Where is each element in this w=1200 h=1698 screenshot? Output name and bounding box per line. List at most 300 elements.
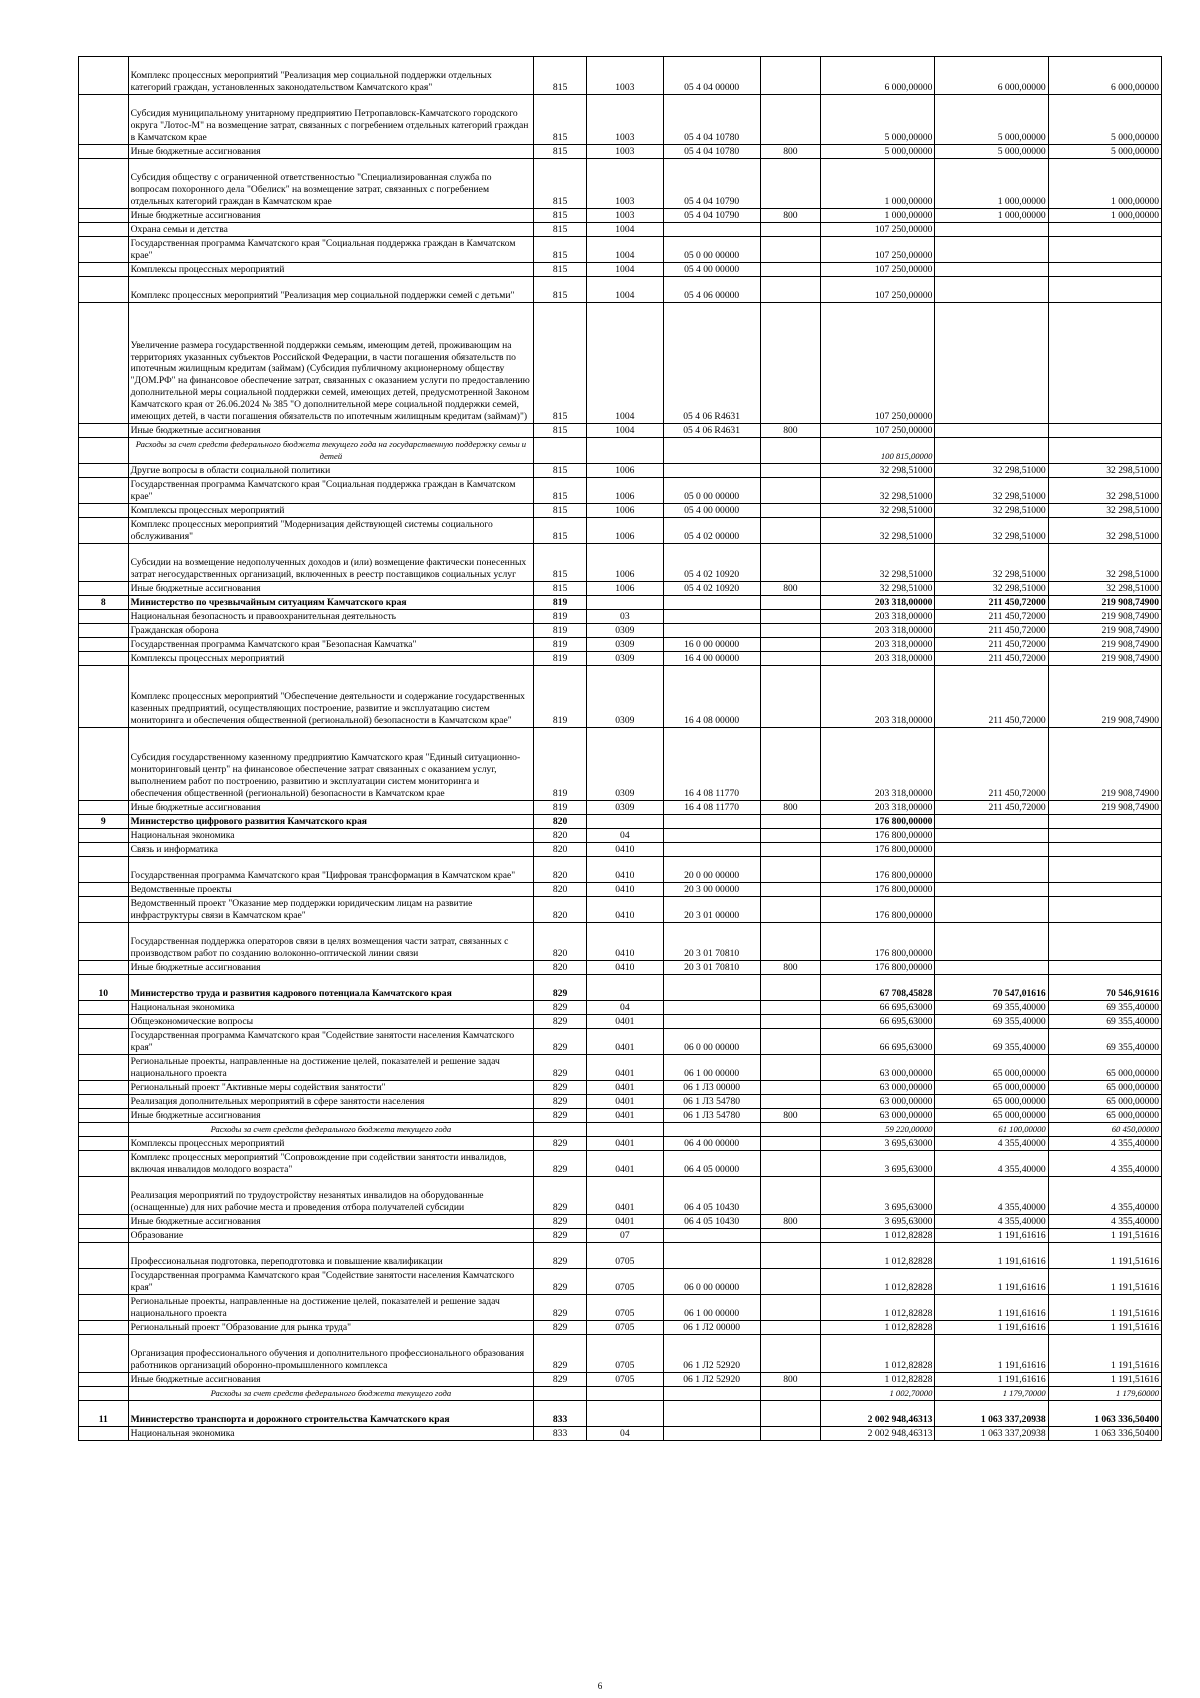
expense-type-code <box>760 1123 820 1137</box>
amount-year-1: 203 318,00000 <box>821 652 935 666</box>
amount-year-3: 4 355,40000 <box>1048 1177 1161 1215</box>
amount-year-2: 1 191,61616 <box>935 1269 1048 1295</box>
row-number <box>79 237 129 263</box>
target-article-code: 05 4 06 R4631 <box>663 303 760 424</box>
expense-type-code: 800 <box>760 1373 820 1387</box>
row-number <box>79 801 129 815</box>
table-row <box>79 209 1162 223</box>
amount-year-3: 1 191,51616 <box>1048 1321 1161 1335</box>
section-code: 1006 <box>587 504 664 518</box>
ministry-code: 833 <box>534 1427 587 1441</box>
item-name: Организация профессионального обучения и дополнительного профессионального образования работников организаций оборонно-промышленного комплекса <box>128 1335 534 1373</box>
section-code: 0309 <box>587 666 664 728</box>
amount-year-3: 65 000,00000 <box>1048 1081 1161 1095</box>
table-row <box>79 1295 1162 1321</box>
section-code: 0705 <box>587 1335 664 1373</box>
ministry-code <box>534 438 587 464</box>
amount-year-3: 69 355,40000 <box>1048 1015 1161 1029</box>
amount-year-3: 1 000,00000 <box>1048 159 1161 209</box>
row-number <box>79 1215 129 1229</box>
section-code: 0309 <box>587 638 664 652</box>
amount-year-1: 1 002,70000 <box>821 1387 935 1401</box>
target-article-code: 06 0 00 00000 <box>663 1029 760 1055</box>
section-code: 1006 <box>587 544 664 582</box>
table-row <box>79 1177 1162 1215</box>
target-article-code <box>663 1123 760 1137</box>
amount-year-1: 107 250,00000 <box>821 277 935 303</box>
section-code: 0309 <box>587 801 664 815</box>
table-row <box>79 815 1162 829</box>
section-code: 0309 <box>587 728 664 801</box>
amount-year-1: 176 800,00000 <box>821 923 935 961</box>
amount-year-3 <box>1048 961 1161 975</box>
amount-year-3: 219 908,74900 <box>1048 610 1161 624</box>
ministry-code: 829 <box>534 1151 587 1177</box>
ministry-code: 819 <box>534 610 587 624</box>
row-number <box>79 1001 129 1015</box>
table-row <box>79 518 1162 544</box>
expense-type-code <box>760 666 820 728</box>
target-article-code: 06 1 Л3 54780 <box>663 1095 760 1109</box>
amount-year-3 <box>1048 815 1161 829</box>
table-row <box>79 666 1162 728</box>
table-row <box>79 478 1162 504</box>
item-name: Иные бюджетные ассигнования <box>128 424 534 438</box>
item-name: Региональные проекты, направленные на достижение целей, показателей и решение задач национального проекта <box>128 1055 534 1081</box>
amount-year-1: 32 298,51000 <box>821 582 935 596</box>
row-number <box>79 1123 129 1137</box>
row-number <box>79 610 129 624</box>
ministry-code: 820 <box>534 843 587 857</box>
item-name: Государственная программа Камчатского края "Социальная поддержка граждан в Камчатском крае" <box>128 237 534 263</box>
amount-year-2: 5 000,00000 <box>935 145 1048 159</box>
ministry-code: 820 <box>534 829 587 843</box>
expense-type-code <box>760 728 820 801</box>
amount-year-2: 211 450,72000 <box>935 652 1048 666</box>
item-name: Ведомственные проекты <box>128 883 534 897</box>
amount-year-2: 4 355,40000 <box>935 1151 1048 1177</box>
amount-year-3 <box>1048 263 1161 277</box>
table-row <box>79 544 1162 582</box>
budget-table <box>78 56 1162 1441</box>
section-code: 0705 <box>587 1269 664 1295</box>
amount-year-1: 1 012,82828 <box>821 1243 935 1269</box>
target-article-code: 06 1 Л3 00000 <box>663 1081 760 1095</box>
amount-year-2: 1 191,61616 <box>935 1335 1048 1373</box>
expense-type-code <box>760 544 820 582</box>
target-article-code <box>663 1015 760 1029</box>
ministry-code: 820 <box>534 923 587 961</box>
item-name: Увеличение размера государственной поддержки семьям, имеющим детей, проживающим на территориях указанных субъектов Российской Федерации, в части погашения обязательств по ипотечным жилищным кредитам (займам) (Субсидия публичному акционерному обществу "ДОМ.РФ" на финансовое обеспечение затрат, связанных с оказанием услуги по предоставлению дополнительной меры социальной поддержки семей, имеющих детей, предусмотренной Законом Камчатского края от 26.06.2024 № 385 "О дополнительной мере социальной поддержки семей, имеющих детей, в части погашения обязательств по ипотечным жилищным кредитам (займам)") <box>128 303 534 424</box>
expense-type-code <box>760 1427 820 1441</box>
table-row <box>79 1029 1162 1055</box>
table-row <box>79 263 1162 277</box>
row-number <box>79 95 129 145</box>
amount-year-1: 107 250,00000 <box>821 237 935 263</box>
amount-year-3: 1 063 336,50400 <box>1048 1401 1161 1427</box>
ministry-code: 829 <box>534 1321 587 1335</box>
amount-year-1: 1 012,82828 <box>821 1295 935 1321</box>
amount-year-2: 1 191,61616 <box>935 1243 1048 1269</box>
row-number <box>79 1109 129 1123</box>
amount-year-3: 1 191,51616 <box>1048 1229 1161 1243</box>
ministry-code: 829 <box>534 1001 587 1015</box>
row-number <box>79 728 129 801</box>
amount-year-2: 69 355,40000 <box>935 1029 1048 1055</box>
row-number <box>79 1055 129 1081</box>
target-article-code: 20 3 00 00000 <box>663 883 760 897</box>
section-code: 0705 <box>587 1243 664 1269</box>
table-row <box>79 923 1162 961</box>
amount-year-2: 70 547,01616 <box>935 975 1048 1001</box>
item-name: Расходы за счет средств федерального бюджета текущего года <box>128 1387 534 1401</box>
ministry-code: 829 <box>534 1095 587 1109</box>
row-number: 9 <box>79 815 129 829</box>
section-code: 0401 <box>587 1177 664 1215</box>
item-name: Государственная программа Камчатского края "Содействие занятости населения Камчатского края" <box>128 1029 534 1055</box>
section-code: 0705 <box>587 1321 664 1335</box>
table-row <box>79 438 1162 464</box>
row-number <box>79 624 129 638</box>
row-number <box>79 159 129 209</box>
amount-year-2 <box>935 883 1048 897</box>
row-number <box>79 464 129 478</box>
table-row <box>79 95 1162 145</box>
expense-type-code <box>760 263 820 277</box>
ministry-code: 829 <box>534 1215 587 1229</box>
amount-year-3: 219 908,74900 <box>1048 801 1161 815</box>
section-code: 1006 <box>587 478 664 504</box>
expense-type-code <box>760 1177 820 1215</box>
item-name: Комплексы процессных мероприятий <box>128 1137 534 1151</box>
amount-year-1: 203 318,00000 <box>821 728 935 801</box>
amount-year-1: 1 000,00000 <box>821 209 935 223</box>
table-row <box>79 1109 1162 1123</box>
expense-type-code <box>760 1335 820 1373</box>
expense-type-code <box>760 1387 820 1401</box>
amount-year-3: 6 000,00000 <box>1048 57 1161 95</box>
ministry-code: 829 <box>534 1029 587 1055</box>
amount-year-1: 32 298,51000 <box>821 478 935 504</box>
expense-type-code <box>760 897 820 923</box>
amount-year-3: 1 191,51616 <box>1048 1373 1161 1387</box>
amount-year-1: 63 000,00000 <box>821 1081 935 1095</box>
expense-type-code: 800 <box>760 209 820 223</box>
row-number <box>79 57 129 95</box>
amount-year-2: 65 000,00000 <box>935 1055 1048 1081</box>
amount-year-1: 1 000,00000 <box>821 159 935 209</box>
item-name: Расходы за счет средств федерального бюджета текущего года на государственную поддержку семьи и детей <box>128 438 534 464</box>
ministry-code: 820 <box>534 857 587 883</box>
target-article-code: 16 4 00 00000 <box>663 652 760 666</box>
ministry-code: 815 <box>534 277 587 303</box>
row-number <box>79 1095 129 1109</box>
amount-year-3: 4 355,40000 <box>1048 1137 1161 1151</box>
section-code: 1006 <box>587 518 664 544</box>
item-name: Комплекс процессных мероприятий "Сопровождение при содействии занятости инвалидов, включая инвалидов молодого возраста" <box>128 1151 534 1177</box>
amount-year-3: 1 191,51616 <box>1048 1295 1161 1321</box>
expense-type-code <box>760 223 820 237</box>
amount-year-1: 203 318,00000 <box>821 638 935 652</box>
row-number: 8 <box>79 596 129 610</box>
expense-type-code <box>760 1295 820 1321</box>
target-article-code <box>663 596 760 610</box>
amount-year-3: 65 000,00000 <box>1048 1109 1161 1123</box>
target-article-code: 05 4 04 10790 <box>663 209 760 223</box>
row-number <box>79 303 129 424</box>
amount-year-1: 32 298,51000 <box>821 464 935 478</box>
target-article-code <box>663 223 760 237</box>
amount-year-3: 219 908,74900 <box>1048 596 1161 610</box>
row-number <box>79 504 129 518</box>
amount-year-1: 107 250,00000 <box>821 223 935 237</box>
expense-type-code <box>760 478 820 504</box>
item-name: Субсидия муниципальному унитарному предприятию Петропавловск-Камчатского городского округа "Лотос-М" на возмещение затрат, связанных с погребением отдельных категорий граждан в Камчатском крае <box>128 95 534 145</box>
row-number: 10 <box>79 975 129 1001</box>
table-row <box>79 1401 1162 1427</box>
target-article-code: 16 4 08 11770 <box>663 728 760 801</box>
amount-year-2: 5 000,00000 <box>935 95 1048 145</box>
amount-year-3: 4 355,40000 <box>1048 1151 1161 1177</box>
row-number <box>79 1137 129 1151</box>
amount-year-1: 66 695,63000 <box>821 1029 935 1055</box>
amount-year-3 <box>1048 923 1161 961</box>
item-name: Комплекс процессных мероприятий "Реализация мер социальной поддержки семей с детьми" <box>128 277 534 303</box>
amount-year-1: 3 695,63000 <box>821 1137 935 1151</box>
expense-type-code <box>760 518 820 544</box>
amount-year-3 <box>1048 277 1161 303</box>
amount-year-1: 2 002 948,46313 <box>821 1401 935 1427</box>
table-row <box>79 1081 1162 1095</box>
ministry-code: 820 <box>534 883 587 897</box>
ministry-code: 815 <box>534 464 587 478</box>
amount-year-3: 219 908,74900 <box>1048 728 1161 801</box>
row-number <box>79 897 129 923</box>
item-name: Национальная экономика <box>128 829 534 843</box>
amount-year-1: 3 695,63000 <box>821 1151 935 1177</box>
ministry-code: 819 <box>534 624 587 638</box>
item-name: Связь и информатика <box>128 843 534 857</box>
section-code: 0410 <box>587 843 664 857</box>
ministry-code: 829 <box>534 1177 587 1215</box>
expense-type-code <box>760 438 820 464</box>
amount-year-2: 1 000,00000 <box>935 159 1048 209</box>
ministry-code <box>534 1387 587 1401</box>
target-article-code: 05 0 00 00000 <box>663 478 760 504</box>
section-code <box>587 1123 664 1137</box>
amount-year-3: 69 355,40000 <box>1048 1029 1161 1055</box>
amount-year-2: 1 191,61616 <box>935 1321 1048 1335</box>
item-name: Государственная поддержка операторов связи в целях возмещения части затрат, связанных с производством работ по созданию волоконно-оптической линии связи <box>128 923 534 961</box>
expense-type-code: 800 <box>760 145 820 159</box>
section-code <box>587 1387 664 1401</box>
ministry-code: 819 <box>534 728 587 801</box>
amount-year-2 <box>935 843 1048 857</box>
table-row <box>79 596 1162 610</box>
table-row <box>79 303 1162 424</box>
amount-year-1: 176 800,00000 <box>821 961 935 975</box>
ministry-code: 815 <box>534 424 587 438</box>
amount-year-3 <box>1048 829 1161 843</box>
table-row <box>79 843 1162 857</box>
amount-year-3 <box>1048 883 1161 897</box>
row-number <box>79 652 129 666</box>
target-article-code: 05 4 06 R4631 <box>663 424 760 438</box>
amount-year-1: 63 000,00000 <box>821 1095 935 1109</box>
ministry-code: 815 <box>534 95 587 145</box>
item-name: Национальная экономика <box>128 1001 534 1015</box>
item-name: Субсидии на возмещение недополученных доходов и (или) возмещение фактически понесенных затрат негосударственных организаций, включенных в реестр поставщиков социальных услуг <box>128 544 534 582</box>
target-article-code: 05 4 04 10780 <box>663 95 760 145</box>
amount-year-2 <box>935 897 1048 923</box>
item-name: Другие вопросы в области социальной политики <box>128 464 534 478</box>
table-row <box>79 883 1162 897</box>
section-code: 1003 <box>587 159 664 209</box>
expense-type-code <box>760 624 820 638</box>
item-name: Комплексы процессных мероприятий <box>128 504 534 518</box>
amount-year-2: 32 298,51000 <box>935 504 1048 518</box>
section-code: 0705 <box>587 1373 664 1387</box>
amount-year-2: 1 063 337,20938 <box>935 1427 1048 1441</box>
expense-type-code <box>760 1015 820 1029</box>
table-row <box>79 897 1162 923</box>
amount-year-1: 100 815,00000 <box>821 438 935 464</box>
amount-year-1: 176 800,00000 <box>821 815 935 829</box>
table-row <box>79 638 1162 652</box>
table-row <box>79 424 1162 438</box>
item-name: Государственная программа Камчатского края "Социальная поддержка граждан в Камчатском крае" <box>128 478 534 504</box>
ministry-code: 819 <box>534 801 587 815</box>
amount-year-3: 32 298,51000 <box>1048 504 1161 518</box>
amount-year-2 <box>935 829 1048 843</box>
row-number <box>79 1321 129 1335</box>
expense-type-code <box>760 883 820 897</box>
row-number <box>79 1029 129 1055</box>
amount-year-2 <box>935 857 1048 883</box>
amount-year-1: 3 695,63000 <box>821 1177 935 1215</box>
amount-year-1: 1 012,82828 <box>821 1335 935 1373</box>
amount-year-2: 211 450,72000 <box>935 801 1048 815</box>
amount-year-2 <box>935 237 1048 263</box>
target-article-code <box>663 975 760 1001</box>
item-name: Министерство транспорта и дорожного строительства Камчатского края <box>128 1401 534 1427</box>
target-article-code: 05 4 06 00000 <box>663 277 760 303</box>
table-body <box>79 57 1162 1441</box>
ministry-code: 829 <box>534 1081 587 1095</box>
amount-year-2 <box>935 424 1048 438</box>
amount-year-1: 6 000,00000 <box>821 57 935 95</box>
ministry-code: 815 <box>534 518 587 544</box>
expense-type-code <box>760 1321 820 1335</box>
row-number <box>79 1151 129 1177</box>
section-code: 0401 <box>587 1137 664 1151</box>
target-article-code: 05 4 02 00000 <box>663 518 760 544</box>
target-article-code: 20 0 00 00000 <box>663 857 760 883</box>
section-code: 1004 <box>587 424 664 438</box>
amount-year-3: 219 908,74900 <box>1048 638 1161 652</box>
target-article-code <box>663 829 760 843</box>
item-name: Министерство по чрезвычайным ситуациям Камчатского края <box>128 596 534 610</box>
row-number <box>79 263 129 277</box>
row-number <box>79 857 129 883</box>
section-code: 1004 <box>587 277 664 303</box>
expense-type-code <box>760 829 820 843</box>
row-number <box>79 145 129 159</box>
target-article-code: 16 4 08 00000 <box>663 666 760 728</box>
row-number <box>79 518 129 544</box>
section-code: 0401 <box>587 1151 664 1177</box>
ministry-code: 820 <box>534 961 587 975</box>
amount-year-2 <box>935 223 1048 237</box>
amount-year-1: 32 298,51000 <box>821 504 935 518</box>
target-article-code <box>663 1001 760 1015</box>
amount-year-2 <box>935 263 1048 277</box>
target-article-code: 06 1 Л2 00000 <box>663 1321 760 1335</box>
row-number <box>79 438 129 464</box>
section-code: 1004 <box>587 263 664 277</box>
expense-type-code: 800 <box>760 801 820 815</box>
ministry-code: 820 <box>534 815 587 829</box>
expense-type-code <box>760 1137 820 1151</box>
amount-year-2: 1 179,70000 <box>935 1387 1048 1401</box>
target-article-code <box>663 438 760 464</box>
section-code: 1004 <box>587 237 664 263</box>
item-name: Профессиональная подготовка, переподготовка и повышение квалификации <box>128 1243 534 1269</box>
item-name: Иные бюджетные ассигнования <box>128 801 534 815</box>
target-article-code: 06 1 Л2 52920 <box>663 1373 760 1387</box>
table-row <box>79 1427 1162 1441</box>
section-code <box>587 596 664 610</box>
amount-year-3: 219 908,74900 <box>1048 624 1161 638</box>
amount-year-3: 1 191,51616 <box>1048 1269 1161 1295</box>
amount-year-1: 1 012,82828 <box>821 1373 935 1387</box>
expense-type-code <box>760 1243 820 1269</box>
item-name: Гражданская оборона <box>128 624 534 638</box>
amount-year-2: 211 450,72000 <box>935 596 1048 610</box>
table-row <box>79 857 1162 883</box>
item-name: Иные бюджетные ассигнования <box>128 1373 534 1387</box>
amount-year-2: 211 450,72000 <box>935 610 1048 624</box>
section-code <box>587 815 664 829</box>
item-name: Государственная программа Камчатского края "Цифровая трансформация в Камчатском крае" <box>128 857 534 883</box>
row-number <box>79 843 129 857</box>
expense-type-code <box>760 303 820 424</box>
amount-year-2: 32 298,51000 <box>935 464 1048 478</box>
target-article-code: 06 4 05 10430 <box>663 1177 760 1215</box>
item-name: Общеэкономические вопросы <box>128 1015 534 1029</box>
table-row <box>79 464 1162 478</box>
amount-year-3: 1 063 336,50400 <box>1048 1427 1161 1441</box>
item-name: Министерство труда и развития кадрового потенциала Камчатского края <box>128 975 534 1001</box>
expense-type-code <box>760 975 820 1001</box>
section-code: 0401 <box>587 1029 664 1055</box>
item-name: Министерство цифрового развития Камчатского края <box>128 815 534 829</box>
row-number <box>79 1373 129 1387</box>
target-article-code: 16 0 00 00000 <box>663 638 760 652</box>
amount-year-1: 203 318,00000 <box>821 610 935 624</box>
ministry-code: 829 <box>534 1373 587 1387</box>
target-article-code <box>663 815 760 829</box>
section-code: 0410 <box>587 883 664 897</box>
table-row <box>79 610 1162 624</box>
target-article-code <box>663 610 760 624</box>
expense-type-code <box>760 923 820 961</box>
expense-type-code <box>760 464 820 478</box>
row-number <box>79 478 129 504</box>
amount-year-3: 65 000,00000 <box>1048 1055 1161 1081</box>
item-name: Реализация мероприятий по трудоустройству незанятых инвалидов на оборудованные (оснащенные) для них рабочие места и проведения отбора получателей субсидии <box>128 1177 534 1215</box>
amount-year-3: 70 546,91616 <box>1048 975 1161 1001</box>
